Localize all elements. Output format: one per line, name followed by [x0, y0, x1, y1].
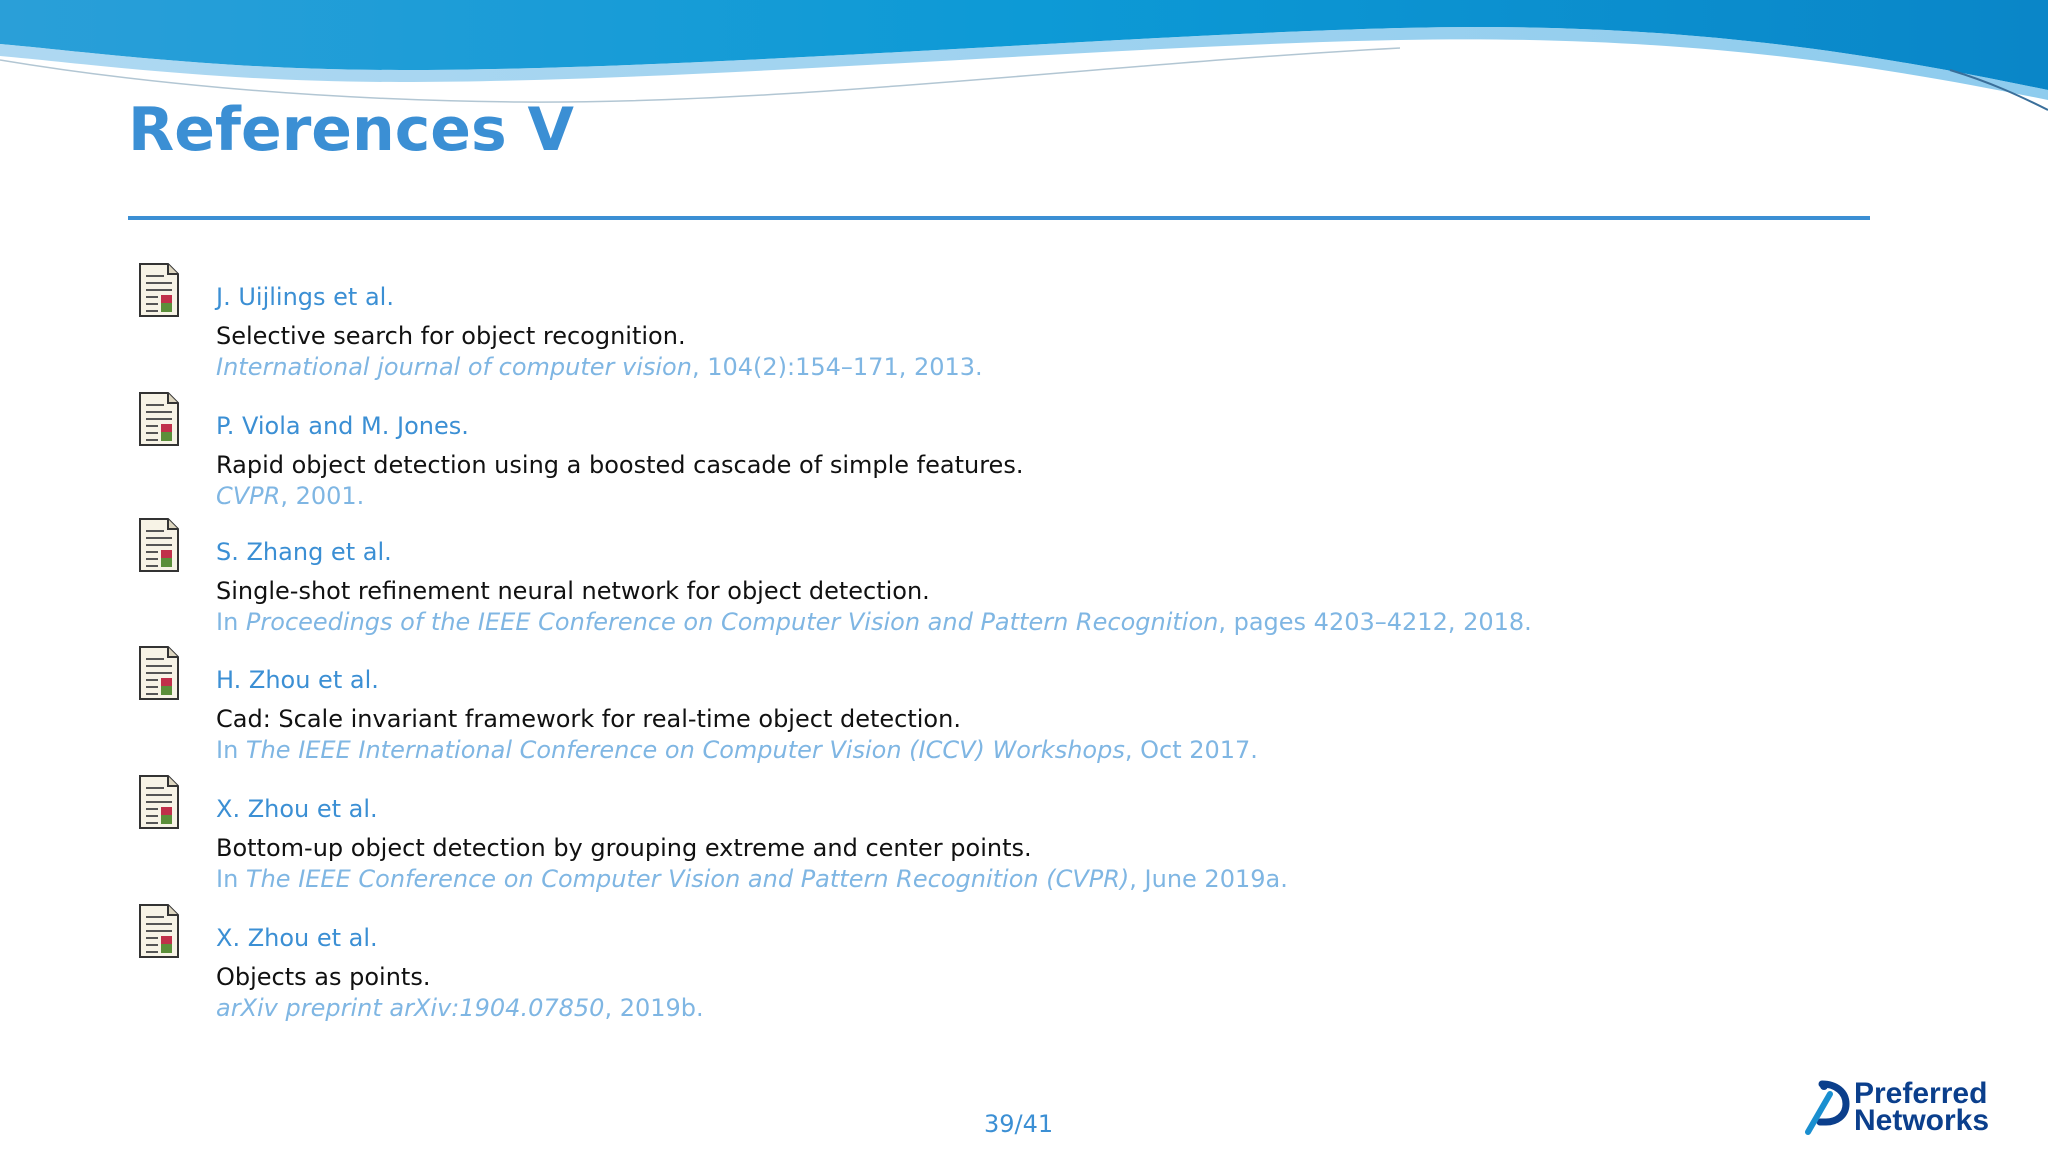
- reference-venue: [216, 607, 1532, 638]
- reference-item: [138, 391, 1938, 511]
- reference-text: [216, 923, 704, 1024]
- reference-authors: P. Viola and M. Jones.: [216, 412, 469, 440]
- reference-text: [216, 411, 1023, 512]
- reference-authors: X. Zhou et al.: [216, 795, 378, 823]
- venue-name: International journal of computer vision: [216, 353, 692, 381]
- article-document-icon: [138, 517, 180, 573]
- venue-prefix: In: [216, 736, 246, 764]
- reference-item: [138, 774, 1938, 894]
- reference-authors: H. Zhou et al.: [216, 666, 379, 694]
- preferred-networks-logo: [1800, 1077, 2030, 1137]
- reference-authors: X. Zhou et al.: [216, 924, 378, 952]
- logo-wordmark: [1854, 1077, 1990, 1137]
- reference-title: Objects as points.: [216, 963, 431, 991]
- venue-name: arXiv preprint arXiv:1904.07850: [216, 994, 605, 1022]
- reference-venue: [216, 735, 1258, 766]
- slide-title: References V: [128, 95, 574, 165]
- reference-text: [216, 282, 983, 383]
- reference-text: [216, 794, 1288, 895]
- venue-details: , 2019b.: [604, 994, 704, 1022]
- reference-venue: [216, 993, 704, 1024]
- logo-line-1: Preferred: [1854, 1077, 1988, 1110]
- venue-details: , pages 4203–4212, 2018.: [1218, 608, 1532, 636]
- reference-title: Selective search for object recognition.: [216, 322, 686, 350]
- reference-item: [138, 645, 1938, 765]
- venue-name: The IEEE International Conference on Computer Vision (ICCV) Workshops: [245, 736, 1125, 764]
- venue-details: , June 2019a.: [1129, 865, 1288, 893]
- page-number: 39/41: [984, 1110, 1054, 1138]
- reference-item: [138, 903, 1938, 1023]
- article-document-icon: [138, 903, 180, 959]
- reference-item: [138, 517, 1938, 637]
- reference-text: [216, 537, 1532, 638]
- venue-details: , Oct 2017.: [1124, 736, 1258, 764]
- reference-title: Single-shot refinement neural network for object detection.: [216, 577, 930, 605]
- preferred-networks-logo-icon: [1800, 1080, 1852, 1136]
- venue-details: , 104(2):154–171, 2013.: [691, 353, 983, 381]
- reference-venue: [216, 481, 1023, 512]
- article-document-icon: [138, 645, 180, 701]
- venue-name: CVPR: [216, 482, 281, 510]
- reference-item: [138, 262, 1938, 382]
- article-document-icon: [138, 391, 180, 447]
- reference-venue: [216, 864, 1288, 895]
- article-document-icon: [138, 774, 180, 830]
- venue-details: , 2001.: [280, 482, 365, 510]
- reference-text: [216, 665, 1258, 766]
- venue-name: The IEEE Conference on Computer Vision and Pattern Recognition (CVPR): [245, 865, 1130, 893]
- logo-line-2: Networks: [1854, 1104, 1990, 1137]
- venue-prefix: In: [216, 865, 246, 893]
- reference-title: Rapid object detection using a boosted cascade of simple features.: [216, 451, 1024, 479]
- reference-authors: J. Uijlings et al.: [216, 283, 394, 311]
- reference-authors: S. Zhang et al.: [216, 538, 392, 566]
- reference-title: Cad: Scale invariant framework for real-time object detection.: [216, 705, 961, 733]
- reference-title: Bottom-up object detection by grouping extreme and center points.: [216, 834, 1032, 862]
- venue-prefix: In: [216, 608, 246, 636]
- article-document-icon: [138, 262, 180, 318]
- reference-venue: [216, 352, 983, 383]
- venue-name: Proceedings of the IEEE Conference on Computer Vision and Pattern Recognition: [245, 608, 1219, 636]
